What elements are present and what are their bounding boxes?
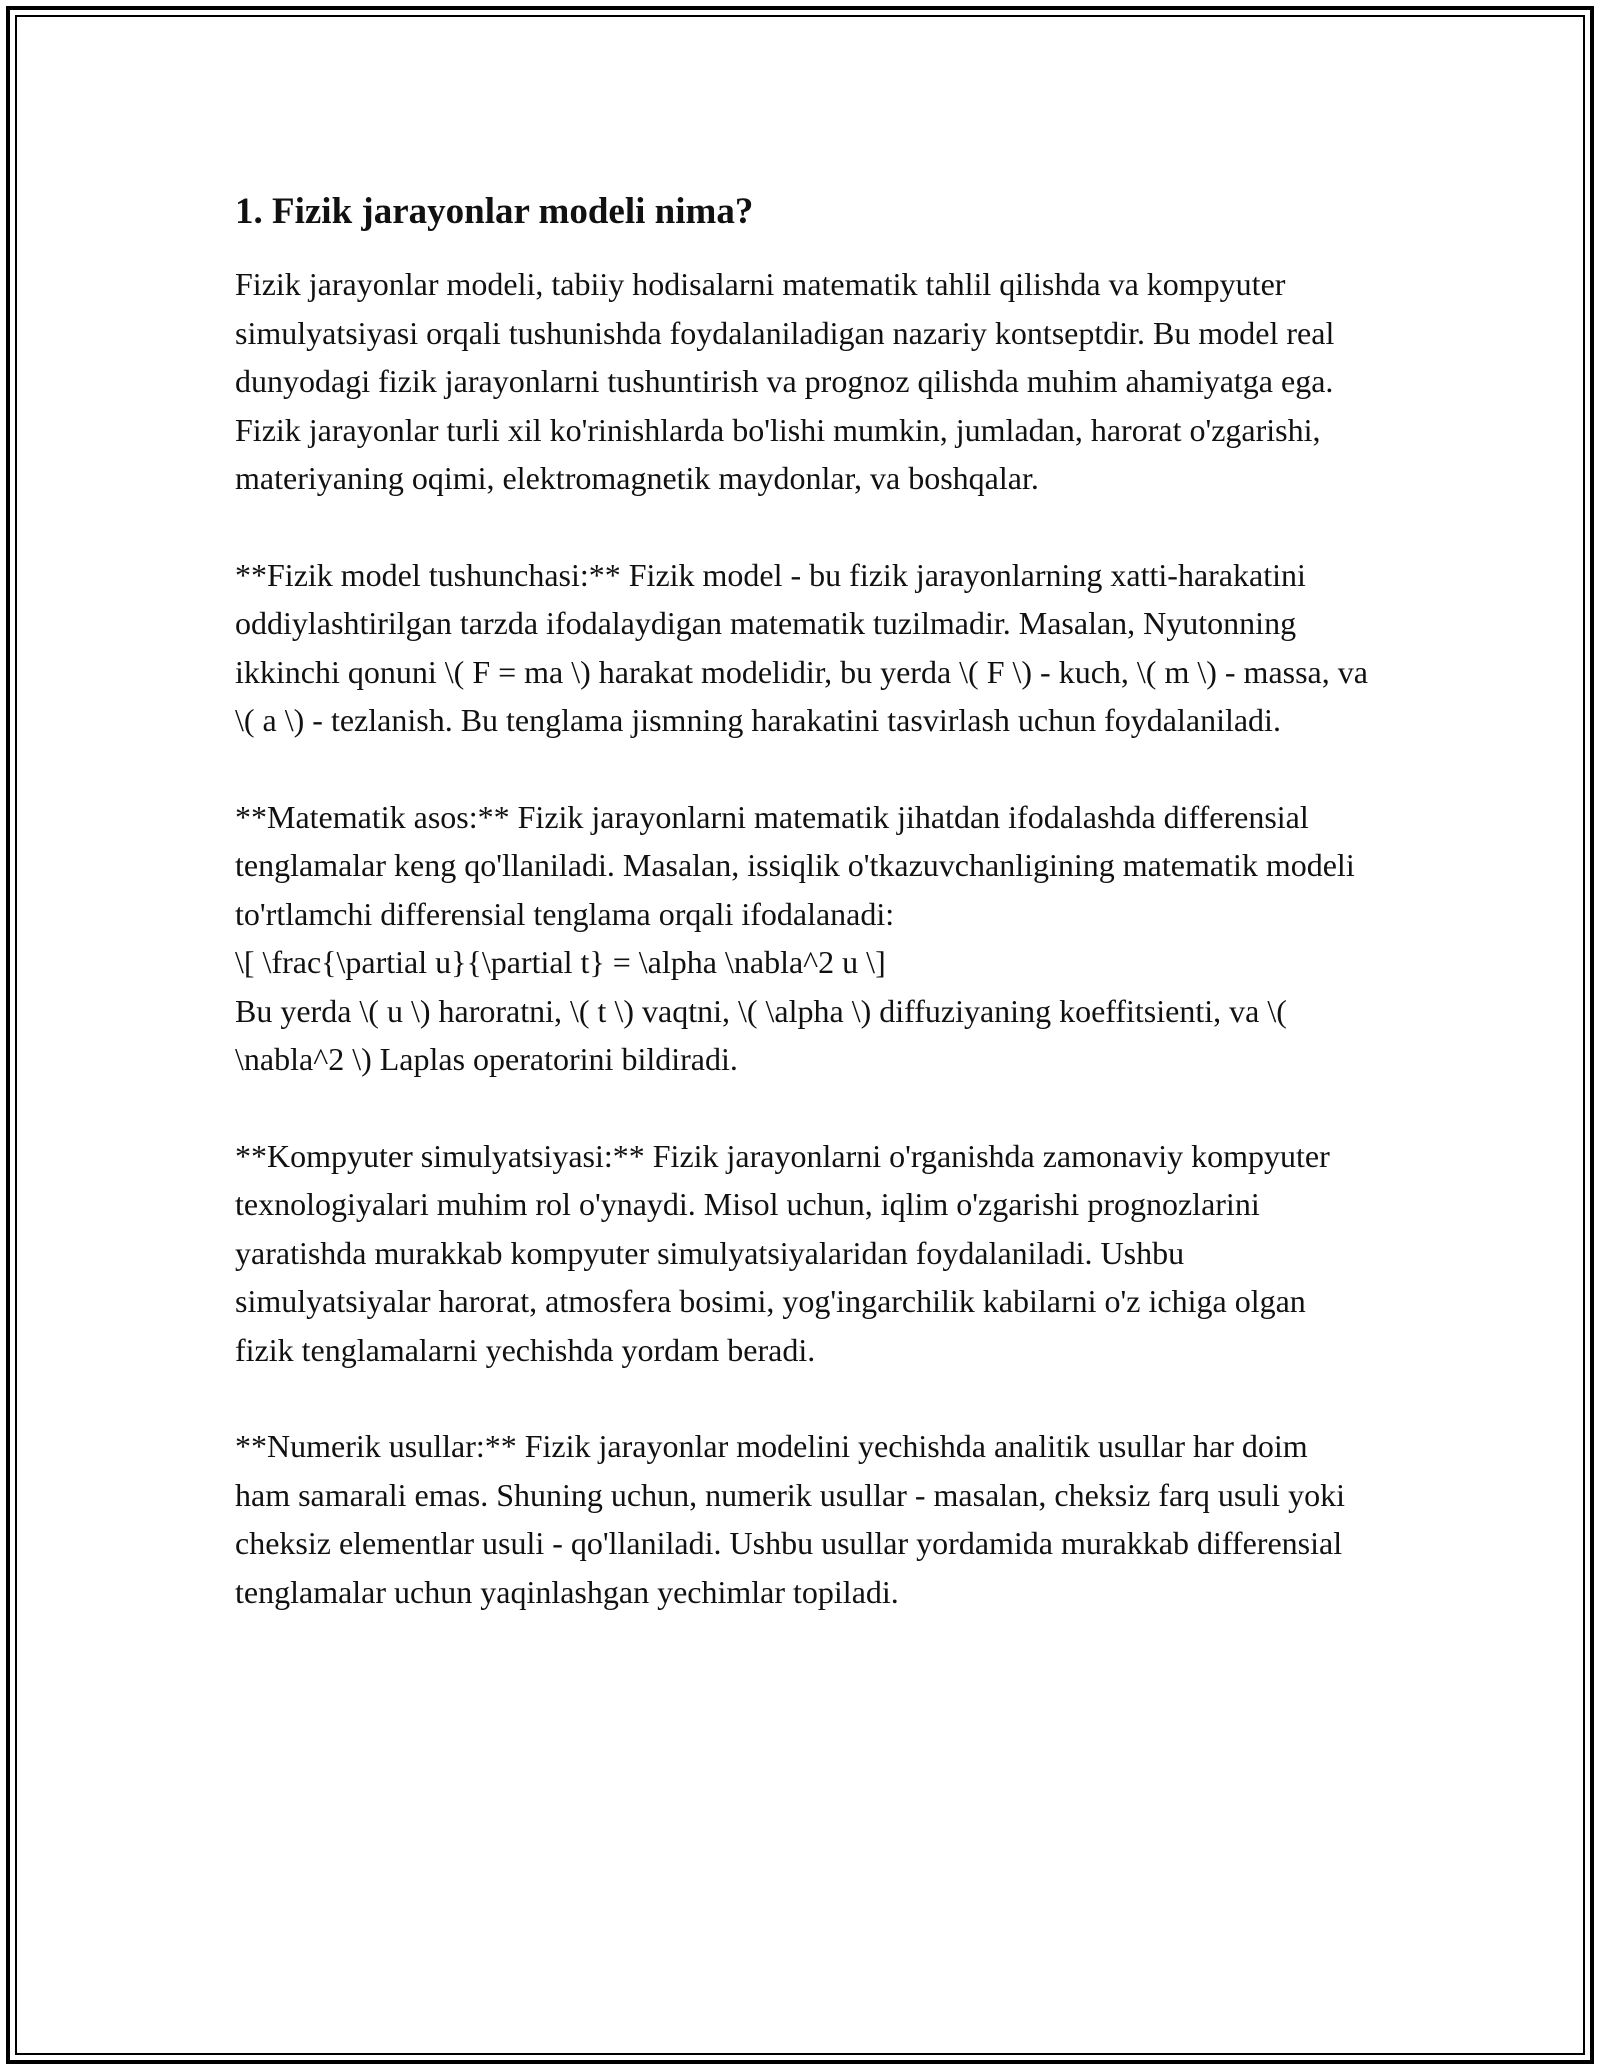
paragraph-intro: Fizik jarayonlar modeli, tabiiy hodisalarni matematik tahlil qilishda va kompyuter simulyatsiyasi orqali tushunishda foydalaniladigan nazariy kontseptdir. Bu model real dunyodagi fizik jarayonlarni tushuntirish va prognoz qilishda muhim ahamiyatga ega. Fizik jarayonlar turli xil ko'rinishlarda bo'lishi mumkin, jumladan, harorat o'zgarishi, materiyaning oqimi, elektromagnetik maydonlar, va boshqalar. bbox=[235, 266, 1335, 496]
paragraph-numerical-methods: **Numerik usullar:** Fizik jarayonlar modelini yechishda analitik usullar har doim ham samarali emas. Shuning uchun, numerik usullar - masalan, cheksiz farq usuli yoki cheksiz elementlar usuli - qo'llaniladi. Ushbu usullar yordamida murakkab differensial tenglamalar uchun yaqinlashgan yechimlar topiladi. bbox=[235, 1428, 1345, 1610]
paragraph-computer-simulation: **Kompyuter simulyatsiyasi:** Fizik jarayonlarni o'rganishda zamonaviy kompyuter texnologiyalari muhim rol o'ynaydi. Misol uchun, iqlim o'zgarishi prognozlarini yaratishda murakkab kompyuter simulyatsiyalaridan foydalaniladi. Ushbu simulyatsiyalar harorat, atmosfera bosimi, yog'ingarchilik kabilarni o'z ichiga olgan fizik tenglamalarni yechishda yordam beradi. bbox=[235, 1137, 1330, 1368]
document-title: 1. Fizik jarayonlar modeli nima? bbox=[235, 191, 754, 232]
paragraph-physical-model: **Fizik model tushunchasi:** Fizik model - bu fizik jarayonlarning xatti-harakatini oddiylashtirilgan tarzda ifodalaydigan matematik tuzilmadir. Masalan, Nyutonning ikkinchi qonuni \( F = ma \) harakat modelidir, bu yerda \( F \) - kuch, \( m \) - massa, va \( a \) - tezlanish. Bu tenglama jismning harakatini tasvirlash uchun foydalaniladi. bbox=[235, 556, 1368, 738]
paragraph-math-basis: **Matematik asos:** Fizik jarayonlarni matematik jihatdan ifodalashda differensial tenglamalar keng qo'llaniladi. Masalan, issiqlik o'tkazuvchanligining matematik modeli to'rtlamchi differensial tenglama orqali ifodalanadi: \[ \frac{\partial u}{\partial t} = \alpha \nabla^2 u \] Bu yerda \( u \) haroratni, \( t \) vaqtni, \( \alpha \) diffuziyaning koeffitsienti, va \( \nabla^2 \) Laplas operatorini bildiradi. bbox=[235, 798, 1355, 1077]
document-body bbox=[235, 190, 1370, 1664]
